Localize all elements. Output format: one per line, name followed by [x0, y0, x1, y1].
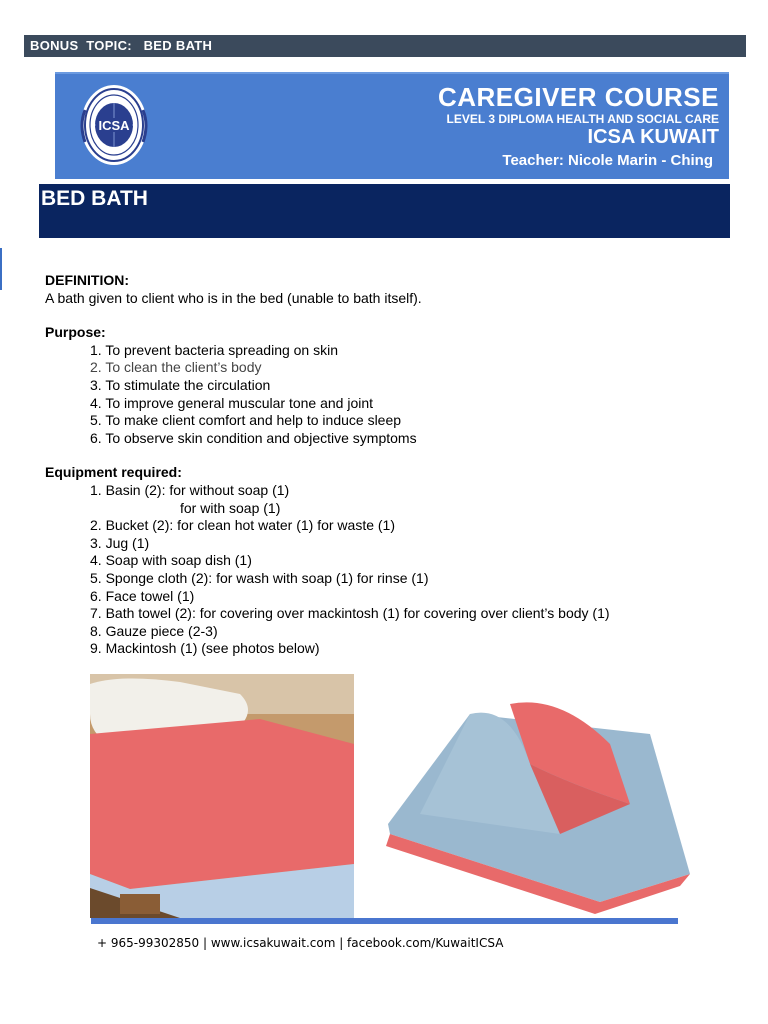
- list-item-text: 1. Basin (2): for without soap (1): [90, 481, 290, 498]
- teacher-name: Teacher: Nicole Marin - Ching: [502, 152, 713, 169]
- list-item: 6. To observe skin condition and objective symptoms: [90, 429, 417, 446]
- list-item: 8. Gauze piece (2-3): [90, 622, 218, 639]
- equipment-heading: Equipment required:: [45, 464, 182, 481]
- course-subtitle: LEVEL 3 DIPLOMA HEALTH AND SOCIAL CARE: [446, 112, 719, 126]
- list-item: 9. Mackintosh (1) (see photos below): [90, 640, 320, 657]
- topic-bar: [24, 35, 746, 57]
- list-item: 3. Jug (1): [90, 534, 150, 551]
- list-item: 2. To clean the client’s body: [90, 359, 262, 376]
- list-item: 7. Bath towel (2): for covering over mackintosh (1) for covering over client’s body (1): [90, 605, 610, 622]
- bed-photo: [90, 674, 354, 918]
- document-body: [45, 272, 745, 658]
- list-item: [45, 482, 745, 517]
- footer-divider: [91, 918, 678, 924]
- list-item: 5. To make client comfort and help to induce sleep: [90, 412, 402, 429]
- list-item: 5. Sponge cloth (2): for wash with soap (1) for rinse (1): [90, 569, 429, 586]
- page-title: BED BATH: [41, 187, 148, 210]
- list-item: 4. To improve general muscular tone and joint: [90, 394, 374, 411]
- logo-text: ICSA: [98, 118, 130, 133]
- list-item: 4. Soap with soap dish (1): [90, 552, 252, 569]
- course-title: CAREGIVER COURSE: [437, 82, 719, 112]
- purpose-heading: Purpose:: [45, 324, 106, 341]
- folded-mackintosh-photo: [386, 702, 690, 914]
- list-item: 2. Bucket (2): for clean hot water (1) for waste (1): [90, 517, 396, 534]
- purpose-list: [45, 342, 745, 448]
- icsa-logo-icon: [71, 82, 157, 168]
- list-item-continuation: for with soap (1): [180, 499, 281, 516]
- organization-name: ICSA KUWAIT: [587, 126, 719, 148]
- page-title-bar: [39, 184, 730, 238]
- definition-text: A bath given to client who is in the bed (unable to bath itself).: [45, 289, 422, 306]
- margin-marker: [0, 248, 2, 290]
- definition-heading: DEFINITION:: [45, 272, 129, 288]
- course-banner: [55, 72, 729, 179]
- list-item: 6. Face towel (1): [90, 587, 195, 604]
- mackintosh-photos: [90, 674, 690, 918]
- topic-bar-text: BONUS TOPIC: BED BATH: [30, 38, 213, 53]
- equipment-list: [45, 482, 745, 658]
- footer-contact: + 965-99302850 | www.icsakuwait.com | facebook.com/KuwaitICSA: [97, 936, 504, 950]
- list-item: 1. To prevent bacteria spreading on skin: [90, 341, 339, 358]
- list-item: 3. To stimulate the circulation: [90, 376, 271, 393]
